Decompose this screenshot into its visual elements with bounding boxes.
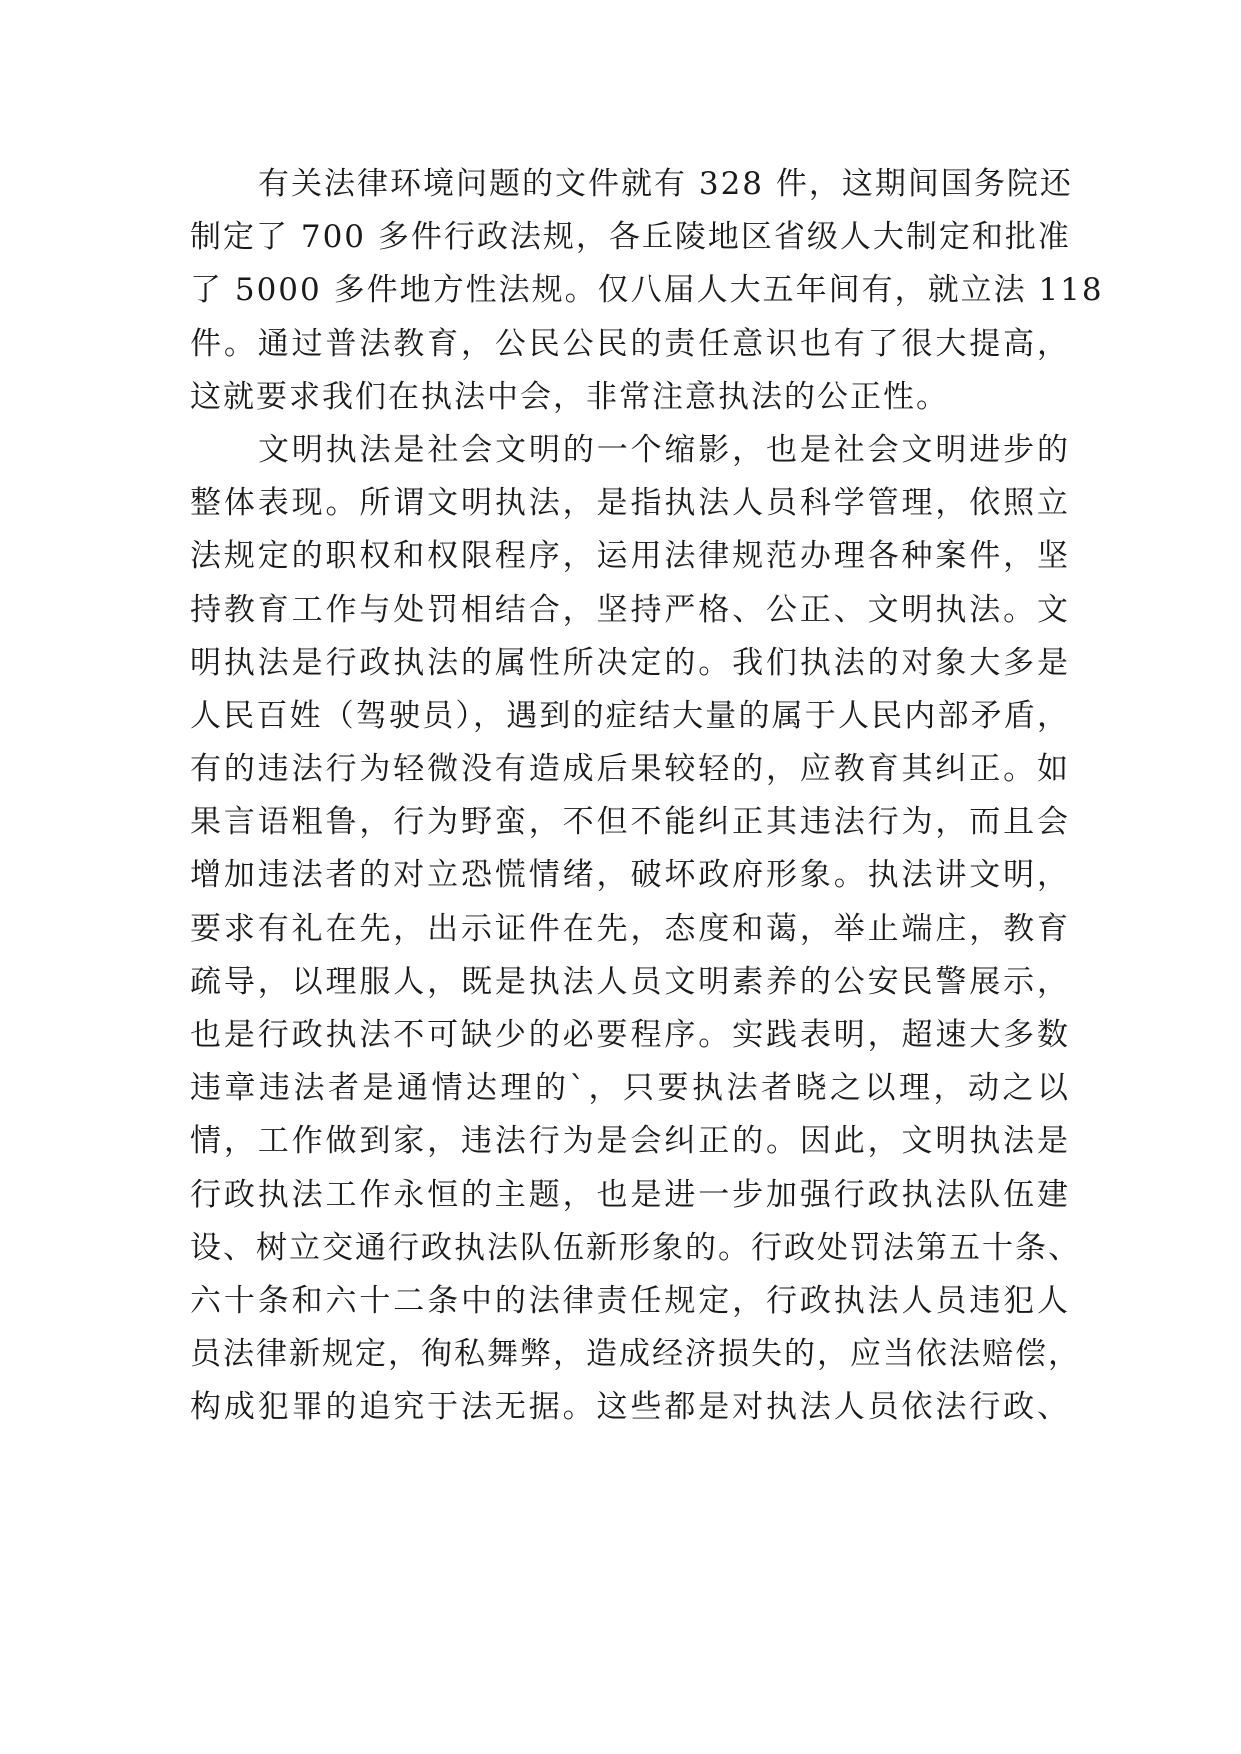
paragraph-1-line: 制定了 700 多件行政法规，各丘陵地区省级人大制定和批准 — [190, 219, 1071, 256]
paragraph-1-line: 了 5000 多件地方性法规。仅八届人大五年间有，就立法 118 — [190, 272, 1104, 309]
paragraph-2-line: 明执法是行政执法的属性所决定的。我们执法的对象大多是 — [190, 644, 1070, 681]
paragraph-2-line: 行政执法工作永恒的主题，也是进一步加强行政执法队伍建 — [190, 1176, 1070, 1213]
paragraph-2-line: 文明执法是社会文明的一个缩影，也是社会文明进步的 — [258, 431, 1070, 468]
paragraph-2-line: 六十条和六十二条中的法律责任规定，行政执法人员违犯人 — [190, 1282, 1070, 1319]
paragraph-2-line: 构成犯罪的追究于法无据。这些都是对执法人员依法行政、 — [190, 1389, 1070, 1426]
paragraph-1-line: 件。通过普法教育，公民公民的责任意识也有了很大提高， — [190, 325, 1070, 362]
paragraph-2-line: 整体表现。所谓文明执法，是指执法人员科学管理，依照立 — [190, 485, 1070, 522]
paragraph-2-line: 也是行政执法不可缺少的必要程序。实践表明，超速大多数 — [190, 1017, 1070, 1053]
paragraph-2-line: 增加违法者的对立恐慌情绪，破坏政府形象。执法讲文明， — [190, 857, 1070, 894]
paragraph-2-line: 要求有礼在先，出示证件在先，态度和蔼，举止端庄，教育 — [190, 910, 1070, 947]
paragraph-2-line: 情，工作做到家，违法行为是会纠正的。因此，文明执法是 — [190, 1123, 1070, 1160]
paragraph-2-line: 违章违法者是通情达理的`，只要执法者晓之以理，动之以 — [190, 1070, 1070, 1107]
paragraph-2-line: 设、树立交通行政执法队伍新形象的。行政处罚法第五十条、 — [190, 1229, 1081, 1266]
paragraph-1-line: 有关法律环境问题的文件就有 328 件，这期间国务院还 — [258, 166, 1073, 202]
paragraph-2-line: 员法律新规定，徇私舞弊，造成经济损失的，应当依法赔偿， — [190, 1336, 1081, 1373]
paragraph-2-line: 法规定的职权和权限程序，运用法律规范办理各种案件，坚 — [190, 538, 1070, 575]
paragraph-2-line: 果言语粗鲁，行为野蛮，不但不能纠正其违法行为，而且会 — [190, 804, 1070, 841]
body-text — [190, 158, 1104, 1435]
paragraph-1-line: 这就要求我们在执法中会，非常注意执法的公正性。 — [190, 378, 949, 415]
paragraph-2-line: 人民百姓（驾驶员），遇到的症结大量的属于人民内部矛盾， — [190, 697, 1070, 734]
paragraph-2-line: 疏导，以理服人，既是执法人员文明素养的公安民警展示， — [190, 963, 1070, 1000]
paragraph-2-line: 持教育工作与处罚相结合，坚持严格、公正、文明执法。文 — [190, 591, 1070, 628]
paragraph-2-line: 有的违法行为轻微没有造成后果较轻的，应教育其纠正。如 — [190, 751, 1070, 788]
